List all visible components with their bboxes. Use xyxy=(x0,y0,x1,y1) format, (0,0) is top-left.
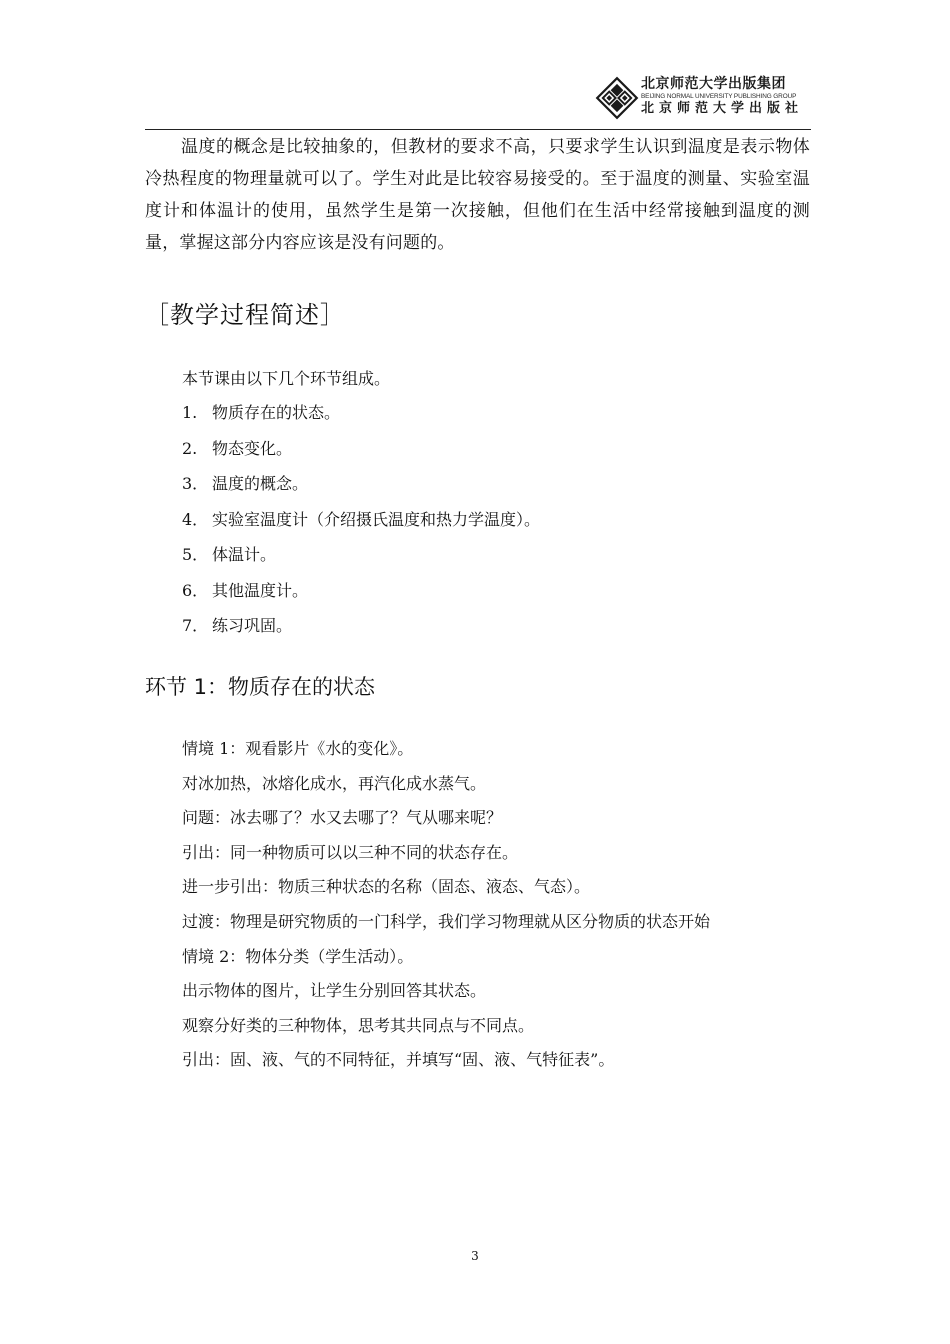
step-item xyxy=(182,578,540,614)
flow-intro: 本节课由以下几个环节组成。 xyxy=(182,369,391,388)
section-heading: ［教学过程简述］ xyxy=(145,301,345,329)
step-number: 1. xyxy=(182,403,198,422)
step-number: 3． xyxy=(182,474,209,493)
step-number: 2. xyxy=(182,438,198,458)
publisher-name xyxy=(641,76,809,117)
step-item xyxy=(182,471,540,507)
step-item xyxy=(182,542,540,578)
activity-line: 观察分好类的三种物体，思考其共同点与不同点。 xyxy=(182,1015,535,1035)
page-number: 3 xyxy=(471,1249,479,1263)
steps-list xyxy=(182,400,540,649)
activity-line: 问题：冰去哪了？水又去哪了？气从哪来呢？ xyxy=(182,808,503,828)
step-text: 温度的概念。 xyxy=(212,474,309,493)
intro-paragraph: 温度的概念是比较抽象的，但教材的要求不高，只要求学生认识到温度是表示物体冷热程度的物理量就可以了。学生对此是比较容易接受的。至于温度的测量、实验室温度计和体温计的使用，虽然学生是第一次接触，但他们在生活中经常接触到温度的测量，掌握这部分内容应该是没有问题的。 xyxy=(145,137,810,253)
bnup-logo-icon xyxy=(595,76,639,120)
step-text: 其他温度计。 xyxy=(212,580,309,600)
step-item xyxy=(182,613,540,649)
header-divider xyxy=(145,129,811,130)
step-text: 体温计。 xyxy=(212,545,277,564)
activity-lines xyxy=(182,736,710,1082)
activity-line: 情境 1：观看影片《水的变化》。 xyxy=(182,739,414,758)
activity-line: 出示物体的图片，让学生分别回答其状态。 xyxy=(182,981,487,1001)
subsection-heading: 环节 1：物质存在的状态 xyxy=(145,675,376,699)
activity-line: 引出：固、液、气的不同特征，并填写“固、液、气特征表”。 xyxy=(182,1050,615,1070)
step-item xyxy=(182,507,540,543)
activity-line: 进一步引出：物质三种状态的名称（固态、液态、气态）。 xyxy=(182,877,591,897)
publisher-header xyxy=(595,76,810,124)
step-number: 5． xyxy=(182,545,209,564)
activity-line: 对冰加热，冰熔化成水，再汽化成水蒸气。 xyxy=(182,773,487,793)
step-number: 7． xyxy=(182,616,209,635)
step-number: 4． xyxy=(182,509,209,529)
step-text: 物质存在的状态。 xyxy=(212,403,341,422)
activity-line: 过渡：物理是研究物质的一门科学，我们学习物理就从区分物质的状态开始 xyxy=(182,911,711,931)
activity-line: 引出：同一种物质可以以三种不同的状态存在。 xyxy=(182,842,519,862)
publisher-group-english: BEIJING NORMAL UNIVERSITY PUBLISHING GROUP xyxy=(641,93,797,100)
step-item xyxy=(182,400,540,436)
step-number: 6． xyxy=(182,580,209,600)
step-text: 练习巩固。 xyxy=(212,616,293,635)
publisher-press-name: 北京师范大学出版社 xyxy=(641,101,804,116)
step-text: 实验室温度计（介绍摄氏温度和热力学温度）。 xyxy=(212,509,541,529)
activity-line: 情境 2：物体分类（学生活动）。 xyxy=(182,946,414,966)
step-item xyxy=(182,436,540,472)
publisher-group-name: 北京师范大学出版集团 xyxy=(641,76,786,92)
step-text: 物态变化。 xyxy=(212,438,293,458)
